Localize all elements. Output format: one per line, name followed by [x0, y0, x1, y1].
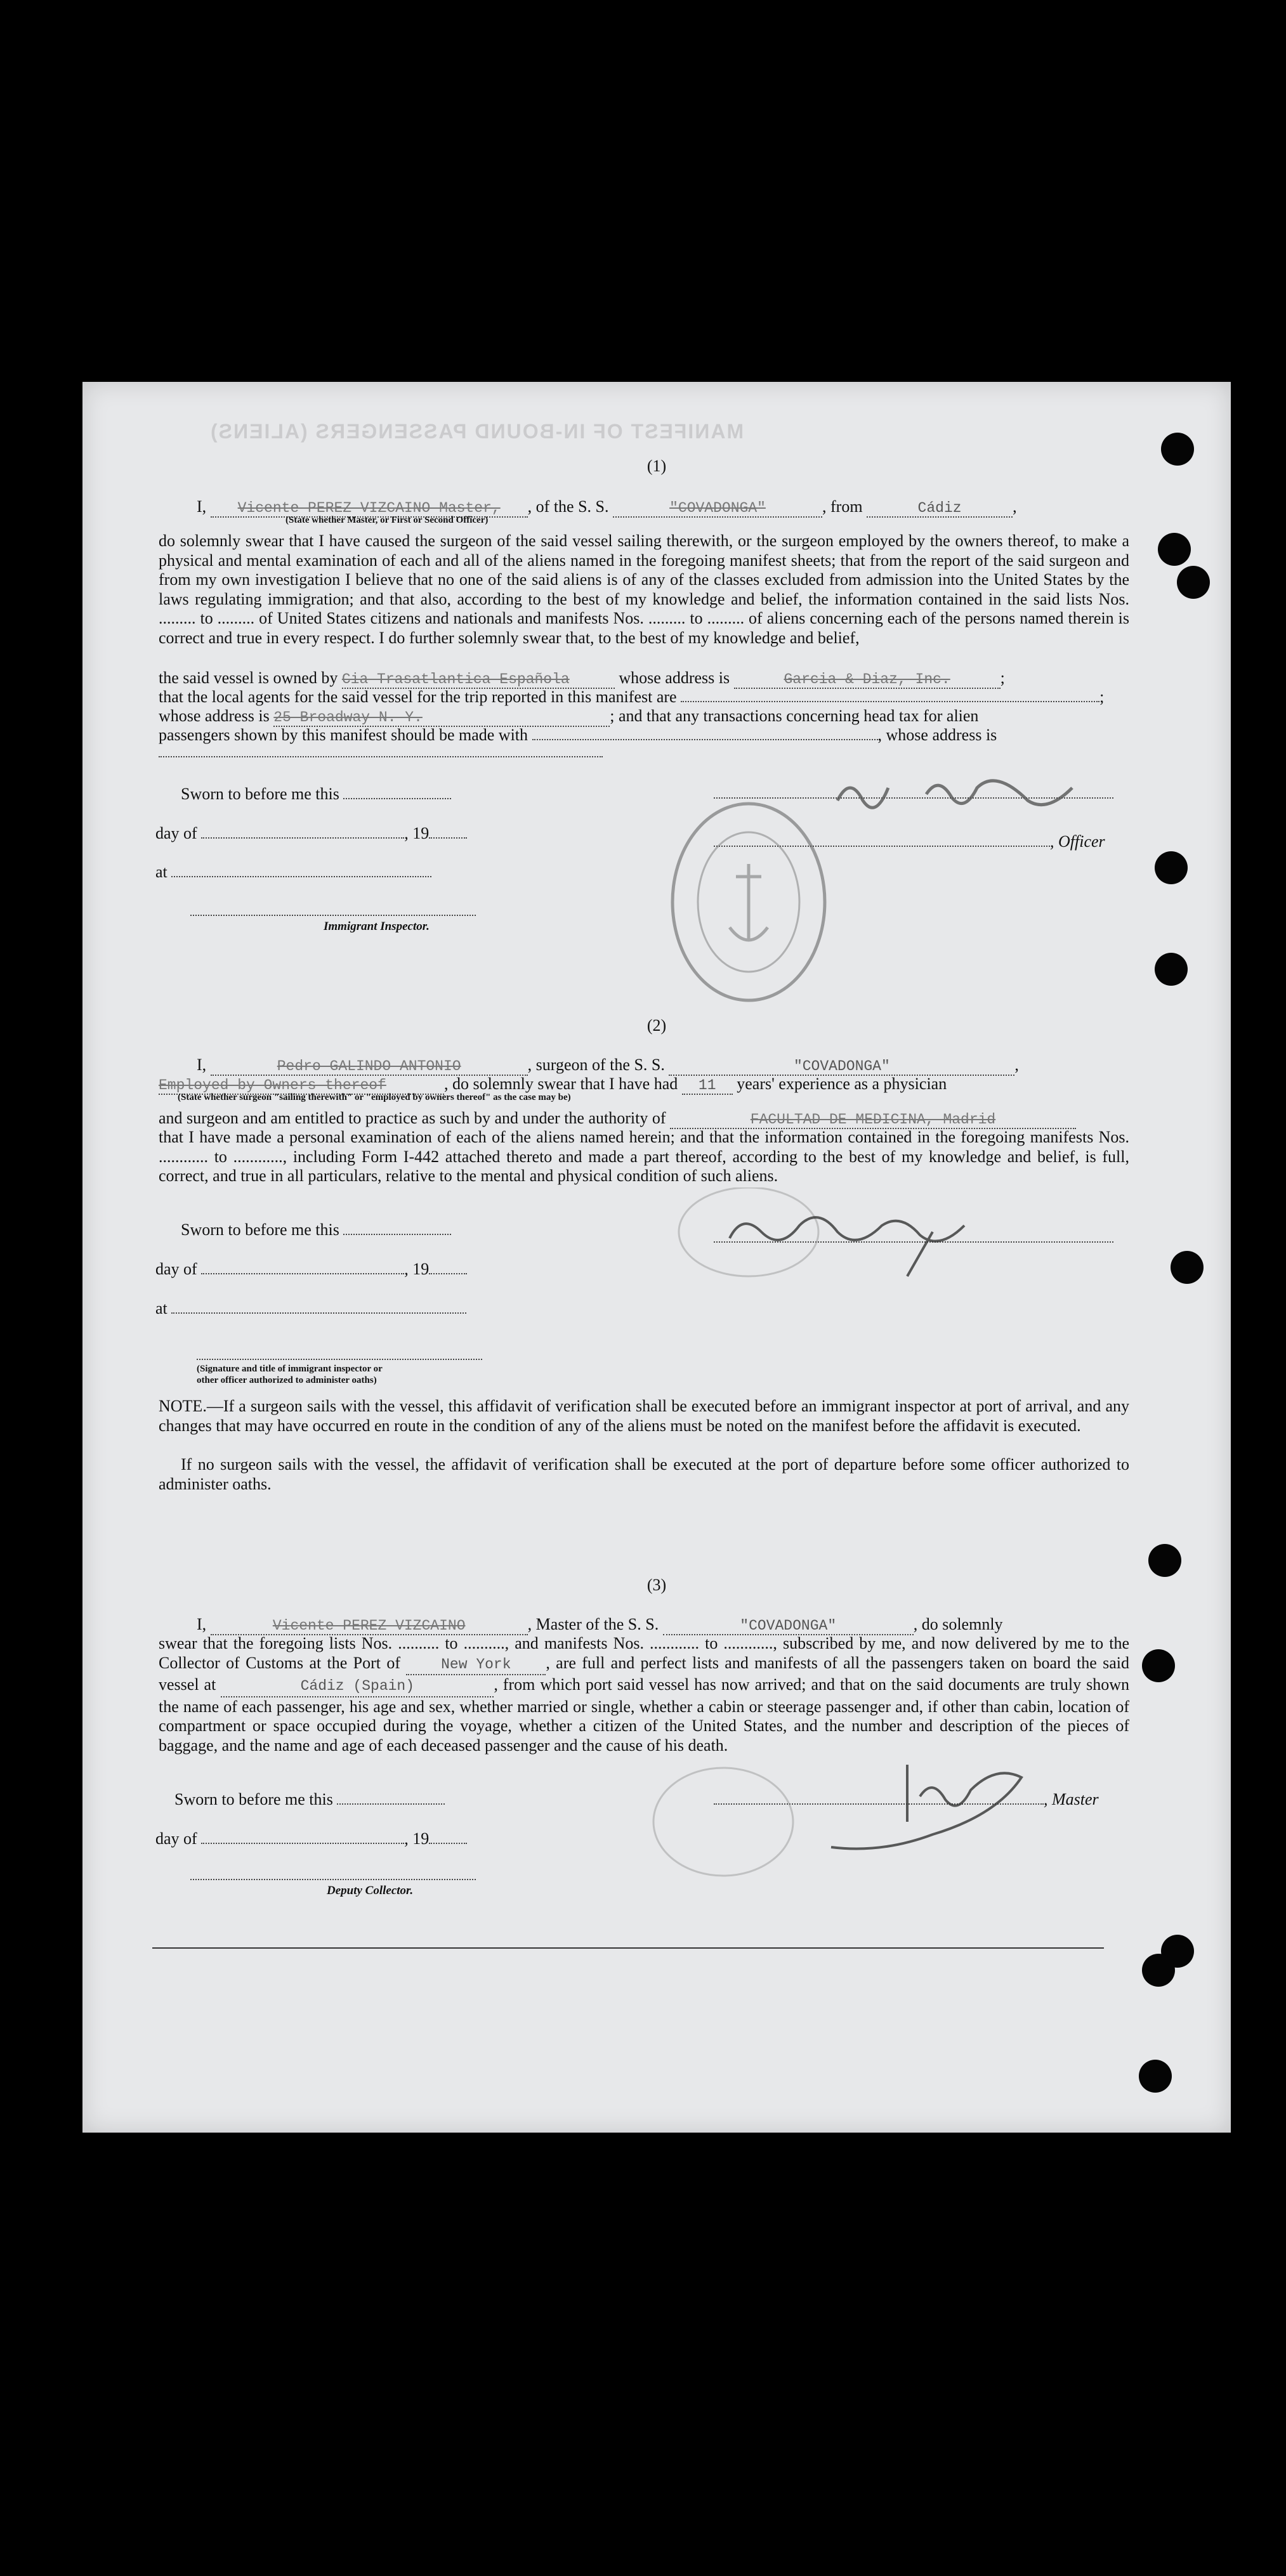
from-label: , from: [822, 497, 863, 516]
at-label: at: [155, 863, 167, 881]
at-line-1: [155, 863, 431, 882]
authority-label: and surgeon and am entitled to practice as such by and under the authority of: [159, 1109, 666, 1127]
swear-label-3: , do solemnly: [913, 1615, 1003, 1633]
day-of-label-3: day of: [155, 1829, 197, 1848]
day-line-1: [155, 824, 467, 843]
note-2-paragraph: If no surgeon sails with the vessel, the affidavit of verification shall be executed at the port of departure before some officer authorized to administer oaths.: [159, 1455, 1129, 1493]
year-label-2: , 19: [404, 1260, 430, 1278]
punch-hole: [1155, 953, 1188, 986]
punch-hole: [1142, 1649, 1175, 1682]
punch-hole: [1142, 1954, 1175, 1987]
blank-line: [159, 756, 603, 757]
owner-address: Garcia & Diaz, Inc.: [784, 671, 950, 688]
owner-name: Cia Trasatlantica Española: [341, 671, 570, 688]
year-label: , 19: [404, 824, 430, 842]
paragraph-part-3: , from which port said vessel has now arrived; and that on the said documents are truly shown the name of each passenger, his age and sex, whether married or single, whether a cabin or steerage passenger and, if other than cabin, location of compartment or space occupied during the voyage, whether a citizen of the United States, and the number and description of the pieces of baggage, and the name and age of each deceased passenger and the cause of his death.: [159, 1675, 1130, 1755]
owner-line: the said vessel is owned by Cia Trasatlantica Española whose address is Garcia & Diaz, Inc. ;: [159, 669, 1005, 688]
section-1-number: (1): [646, 457, 667, 475]
paragraph-part-1: swear that the foregoing lists Nos. .......... to .........., and manifests Nos. ............ to ............, subscribed by me, and now delivered by me to the Collector of Customs at the Port of: [159, 1634, 1129, 1672]
authority-line: [159, 1109, 1076, 1129]
address-label-2: whose address is: [159, 707, 270, 725]
inspector-signature-line: [190, 915, 476, 916]
master-line-3: [197, 1615, 1003, 1635]
i-label-2: I,: [197, 1056, 207, 1074]
i-label-3: I,: [197, 1615, 207, 1633]
ship-name: "COVADONGA": [669, 500, 766, 516]
section-3-number: (3): [646, 1576, 667, 1594]
punch-hole: [1171, 1251, 1204, 1284]
sworn-line-3: [174, 1790, 445, 1809]
section-3-paragraph: [159, 1634, 1129, 1755]
at-label-2: at: [155, 1299, 167, 1317]
state-note: (State whether Master, or First or Second Officer): [285, 515, 489, 525]
years-value: 11: [698, 1077, 716, 1094]
officer-signature: [818, 762, 1085, 826]
passengers-label: passengers shown by this manifest should be made with: [159, 726, 528, 744]
note-text: —If a surgeon sails with the vessel, this affidavit of verification shall be executed before an immigrant inspector at port of arrival, and any changes that may have occurred en route in the condition of any of the aliens must be noted on the manifest before the affidavit is executed.: [159, 1397, 1129, 1435]
manifest-page: [82, 382, 1231, 2133]
punch-hole: [1158, 533, 1191, 566]
punch-hole: [1148, 1544, 1181, 1577]
agent-address: 25 Broadway N. Y.: [273, 709, 423, 726]
officer-label: , Officer: [1050, 832, 1105, 851]
day-line-2: [155, 1260, 467, 1279]
punch-hole: [1139, 2060, 1172, 2093]
surgeon-name: Pedro GALINDO ANTONIO: [277, 1058, 461, 1075]
sworn-line-1: [181, 785, 451, 804]
agents-label: that the local agents for the said vessel for the trip reported in this manifest are: [159, 688, 677, 706]
collector-signature-line: [190, 1879, 476, 1880]
inspector-label: Immigrant Inspector.: [324, 920, 430, 933]
punch-hole: [1155, 851, 1188, 884]
master-of-label: , Master of the S. S.: [527, 1615, 659, 1633]
master-name: Vicente PEREZ VIZCAINO Master,: [237, 500, 501, 516]
section-1-paragraph: do solemnly swear that I have caused the surgeon of the said vessel sailing therewith, or the surgeon employed by the owners thereof, to make a physical and mental examination of each and all of the aliens named in the foregoing manifest sheets; that from the report of the said surgeon and from my own investigation I believe that no one of the said aliens is of any of the classes excluded from admission into the United States by the laws regulating immigration; and that also, according to the best of my knowledge and belief, the information contained in the said lists Nos. ......... to ......... of United States citizens and nationals and manifests Nos. ......... to ......... of aliens concerning each of the persons named therein is correct and true in every respect. I do further solemnly swear that, to the best of my knowledge and belief,: [159, 532, 1129, 647]
collector-label: Deputy Collector.: [327, 1884, 414, 1897]
sailing-status: Employed by Owners thereof: [159, 1077, 386, 1094]
note-label: NOTE.: [159, 1397, 207, 1415]
owned-label: the said vessel is owned by: [159, 669, 338, 687]
ghost-header: MANIFEST OF IN-BOUND PASSENGERS (ALIENS): [209, 420, 744, 443]
surgeon-line: I, Pedro GALINDO ANTONIO , surgeon of the S. S. "COVADONGA" ,: [197, 1056, 1019, 1075]
day-of-label: day of: [155, 824, 197, 842]
ship-name-3: "COVADONGA": [740, 1618, 837, 1634]
from-port: Cádiz: [917, 500, 962, 516]
state-note-2: (State whether surgeon "sailing therewith" or "employed by owners thereof" as the case may be): [178, 1092, 571, 1102]
arrival-port: New York: [441, 1656, 511, 1673]
section-2-number: (2): [646, 1016, 667, 1035]
address-label: whose address is: [619, 669, 730, 687]
surgeon-signature: [666, 1187, 1021, 1283]
year-label-3: , 19: [404, 1829, 430, 1848]
sworn-line-2: [181, 1220, 451, 1239]
agents-line: that the local agents for the said vessel for the trip reported in this manifest are ;: [159, 688, 1105, 706]
ship-name-2: "COVADONGA": [793, 1058, 890, 1075]
address-label-3: , whose address is: [877, 726, 997, 744]
section-1-master-line: I, Vicente PEREZ VIZCAINO Master, , of the S. S. "COVADONGA" , from Cádiz ,: [197, 497, 1017, 516]
day-line-3: [155, 1829, 467, 1848]
paragraph-part-2: , are full and perfect lists and manifests of all the passengers taken on board the said vessel at: [159, 1653, 1130, 1694]
master-signature-stamp: [641, 1752, 1034, 1879]
master-label: , Master: [1044, 1790, 1099, 1808]
section-2-paragraph: that I have made a personal examination of each of the aliens named herein; and that the information contained in the foregoing manifests Nos. ............ to ............, including Form I-442 attached thereto and made a part thereof, according to the best of my knowledge and belief, is full, correct, and true in all particulars, relative to the mental and physical condition of such aliens.: [159, 1128, 1129, 1185]
oath-signature-line: [197, 1359, 482, 1360]
tax-label: ; and that any transactions concerning head tax for alien: [610, 707, 979, 725]
bottom-rule: [152, 1947, 1104, 1949]
sworn-label: Sworn to before me this: [181, 785, 339, 803]
departure-port: Cádiz (Spain): [300, 1678, 415, 1694]
passengers-line: [159, 726, 997, 745]
day-of-label-2: day of: [155, 1260, 197, 1278]
sworn-label-2: Sworn to before me this: [181, 1220, 339, 1239]
note-paragraph: [159, 1397, 1129, 1435]
experience-label: years' experience as a physician: [737, 1075, 947, 1093]
at-line-2: [155, 1299, 466, 1318]
i-label: I,: [197, 497, 207, 516]
sig-note-1: (Signature and title of immigrant inspector or: [197, 1364, 383, 1374]
surgeon-of-label: , surgeon of the S. S.: [527, 1056, 665, 1074]
authority-name: FACULTAD DE MEDICINA, Madrid: [750, 1111, 996, 1128]
sig-note-2: other officer authorized to administer oaths): [197, 1375, 377, 1385]
sworn-label-3: Sworn to before me this: [174, 1790, 333, 1808]
ship-stamp-seal: [666, 801, 837, 1010]
punch-hole: [1177, 566, 1210, 599]
master-name-3: Vicente PEREZ VIZCAINO: [272, 1618, 466, 1634]
agent-address-line: [159, 707, 978, 727]
swear-label: , do solemnly swear that I have had: [444, 1075, 678, 1093]
of-ss-label: , of the S. S.: [527, 497, 609, 516]
